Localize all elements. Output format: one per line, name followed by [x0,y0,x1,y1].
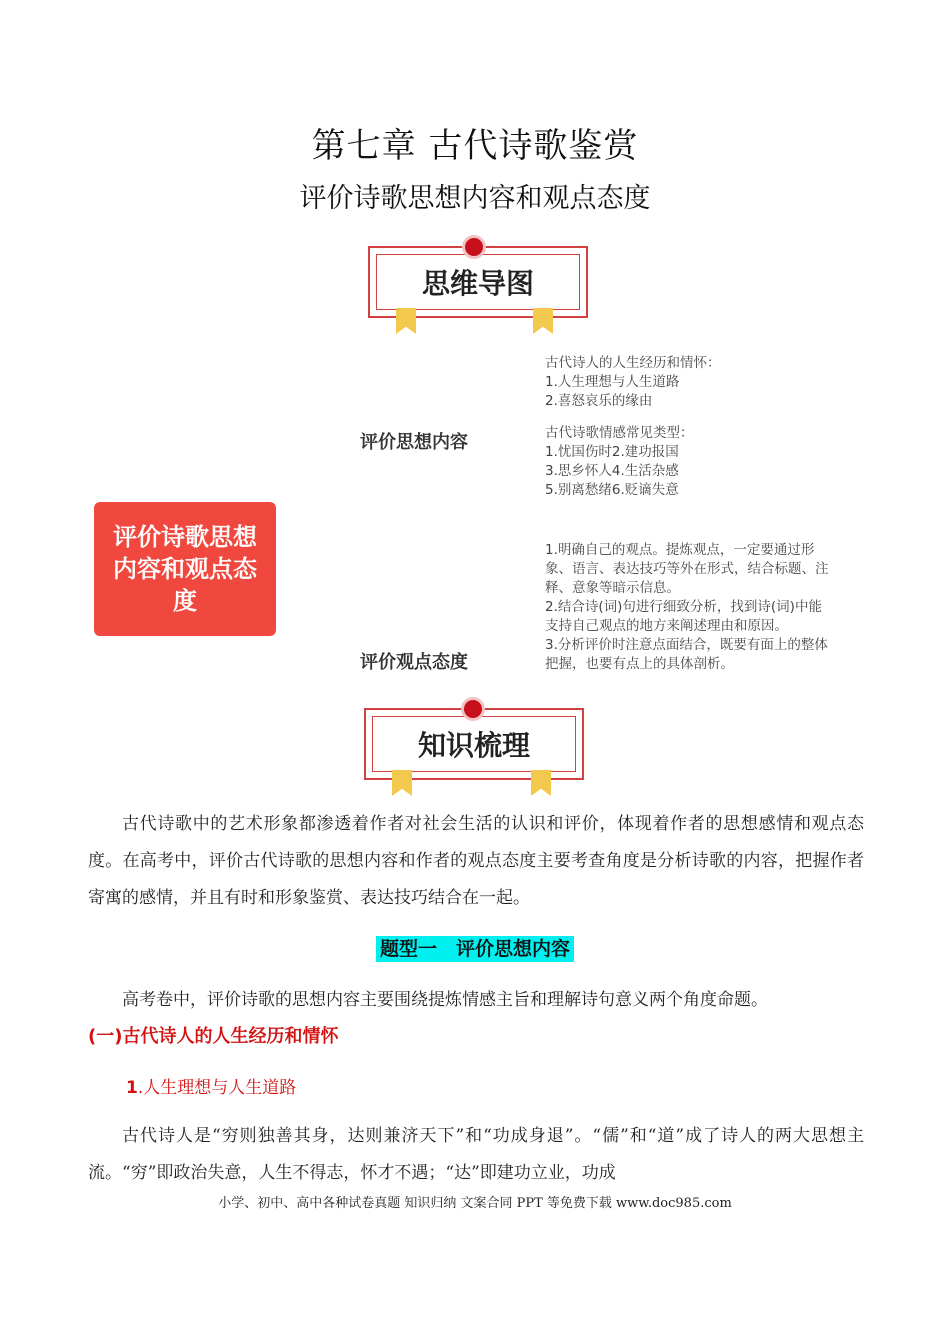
sub-heading: (一)古代诗人的人生经历和情怀 [88,1026,339,1047]
note-line: 古代诗歌情感常见类型： [545,425,694,441]
note-line: 1.忧国伤时2.建功报国 [545,444,679,460]
chapter-title: 第七章 古代诗歌鉴赏 [311,126,639,166]
poet-paragraph: 古代诗人是“穷则独善其身，达则兼济天下”和“功成身退”。“儒”和“道”成了诗人的两大思想主流。“穷”即政治失意，人生不得志，怀才不遇；“达”即建功立业，功成 [88,1126,864,1183]
section-subtitle: 评价诗歌思想内容和观点态度 [299,183,651,214]
page-footer: 小学、初中、高中各种试卷真题 知识归纳 文案合同 PPT 等免费下载 www.doc985.com [218,1196,732,1211]
point-heading [126,1073,296,1098]
exam-paragraph: 高考卷中，评价诗歌的思想内容主要围绕提炼情感主旨和理解诗句意义两个角度命题。 [122,990,768,1010]
pin-icon [465,238,483,256]
note-line: 3.思乡怀人4.生活杂感 [545,463,679,479]
ribbon-icon [531,770,551,796]
note-line: 2.结合诗(词)句进行细致分析，找到诗(词)中能 [545,599,822,615]
knowledge-banner-label: 知识梳理 [372,716,576,772]
note-line: 3.分析评价时注意点面结合，既要有面上的整体 [545,637,828,653]
note-experience [545,354,721,411]
branch-label-attitude: 评价观点态度 [360,652,468,673]
note-line: 把握，也要有点上的具体剖析。 [545,656,734,672]
note-line: 古代诗人的人生经历和情怀： [545,355,721,371]
note-line: 2.喜怒哀乐的缘由 [545,393,653,409]
note-line: 支持自己观点的地方来阐述理由和原因。 [545,618,788,634]
note-line: 象、语言、表达技巧等外在形式，结合标题、注 [545,561,829,577]
branch-label-content: 评价思想内容 [360,432,468,453]
knowledge-banner [364,708,584,780]
type-heading [0,934,950,961]
note-line: 5.别离愁绪6.贬谪失意 [545,482,679,498]
pin-icon [464,700,482,718]
note-emotions [545,424,694,500]
central-node: 评价诗歌思想内容和观点态度 [94,502,276,636]
type-heading-label: 题型一 评价思想内容 [376,936,574,962]
mindmap-banner [368,246,588,318]
note-line: 1.人生理想与人生道路 [545,374,680,390]
point-text: .人生理想与人生道路 [137,1078,297,1098]
intro-paragraph: 古代诗歌中的艺术形象都渗透着作者对社会生活的认识和评价，体现着作者的思想感情和观点态度。在高考中，评价古代诗歌的思想内容和作者的观点态度主要考查角度是分析诗歌的内容，把握作者寄寓的感情，并且有时和形象鉴赏、表达技巧结合在一起。 [88,814,864,908]
note-line: 1.明确自己的观点。提炼观点，一定要通过形 [545,542,815,558]
note-attitude [545,541,829,674]
note-line: 释、意象等暗示信息。 [545,580,680,596]
mindmap-banner-label: 思维导图 [376,254,580,310]
ribbon-icon [392,770,412,796]
point-number: 1 [126,1078,138,1098]
